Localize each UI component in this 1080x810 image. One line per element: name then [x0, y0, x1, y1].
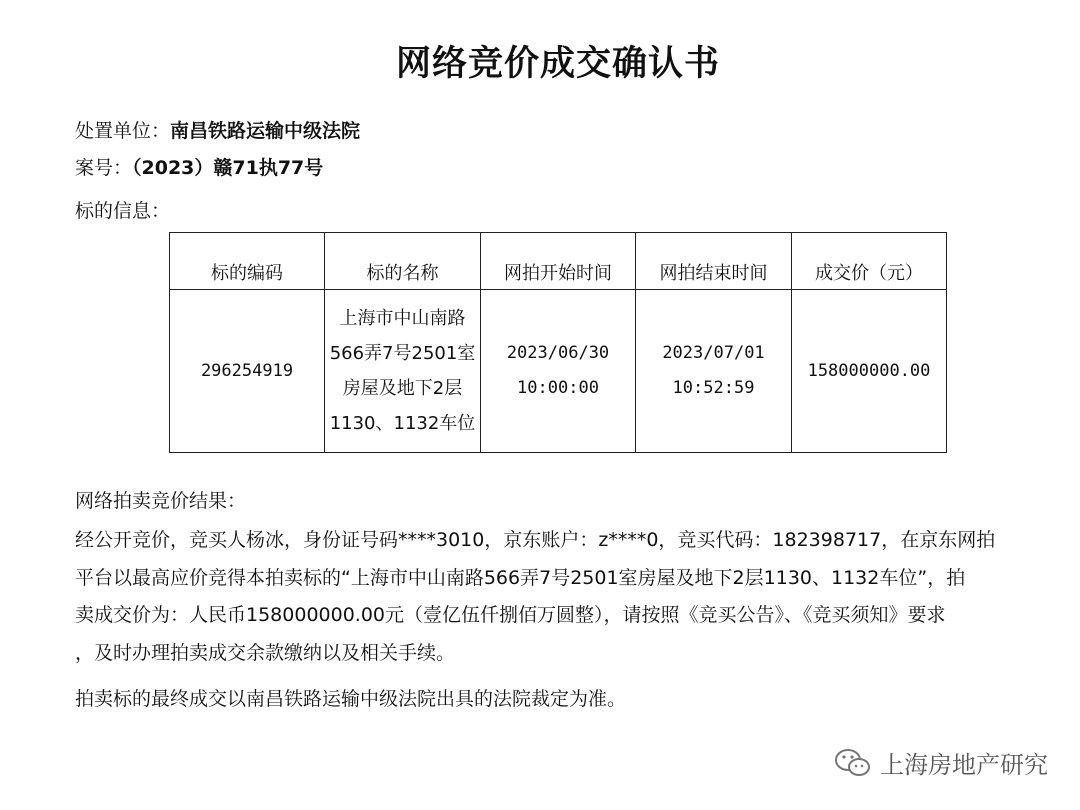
- watermark-text: 上海房地产研究: [880, 751, 1048, 779]
- cell-price: 158000000.00: [792, 290, 947, 453]
- disposal-unit-value: 南昌铁路运输中级法院: [170, 120, 361, 142]
- case-number-line: [75, 153, 323, 180]
- disposal-unit-label: 处置单位：: [75, 120, 171, 142]
- table-header-row: [170, 233, 947, 290]
- subject-info-table: [169, 232, 947, 453]
- case-number-value: （2023）赣71执77号: [132, 157, 324, 179]
- cell-end-date: 2023/07/01: [662, 343, 765, 363]
- cell-name-line: 房屋及地下2层: [342, 378, 463, 399]
- wechat-icon: [834, 747, 872, 779]
- cell-code: 296254919: [170, 290, 325, 453]
- watermark: [834, 745, 1048, 780]
- cell-end-time: [636, 290, 792, 453]
- subject-info-label: 标的信息：: [75, 200, 171, 222]
- case-number-label: 案号：: [75, 157, 133, 179]
- result-line: 经公开竞价，竞买人杨冰，身份证号码****3010，京东账户：z****0，竞买代码：182398717，在京东网拍: [75, 529, 996, 551]
- cell-start-clock: 10:00:00: [517, 378, 599, 398]
- final-note: 拍卖标的最终成交以南昌铁路运输中级法院出具的法院裁定为准。: [75, 688, 627, 710]
- cell-name: [325, 290, 481, 453]
- cell-start-time: [481, 290, 636, 453]
- header-name: 标的名称: [325, 233, 481, 290]
- result-heading: 网络拍卖竞价结果：: [75, 490, 247, 512]
- cell-name-line: 上海市中山南路: [339, 308, 466, 329]
- cell-end-clock: 10:52:59: [672, 378, 755, 398]
- result-paragraph: [75, 522, 1041, 672]
- document-title: 网络竞价成交确认书: [395, 44, 720, 84]
- header-start-time: 网拍开始时间: [481, 233, 636, 290]
- result-line: 平台以最高应价竞得本拍卖标的“上海市中山南路566弄7号2501室房屋及地下2层1130、1132车位”，拍: [75, 566, 966, 589]
- header-price: 成交价（元）: [792, 233, 947, 290]
- header-end-time: 网拍结束时间: [636, 233, 792, 290]
- header-code: 标的编码: [170, 233, 325, 290]
- result-line: ，及时办理拍卖成交余款缴纳以及相关手续。: [75, 641, 456, 664]
- cell-start-date: 2023/06/30: [506, 343, 610, 363]
- result-line: 卖成交价为：人民币158000000.00元（壹亿伍仟捌佰万圆整），请按照《竞买公告》、《竞买须知》要求: [75, 604, 946, 626]
- table-row: [170, 290, 947, 453]
- disposal-unit-line: [75, 116, 360, 143]
- cell-name-line: 566弄7号2501室: [329, 343, 476, 364]
- cell-name-line: 1130、1132车位: [329, 413, 476, 434]
